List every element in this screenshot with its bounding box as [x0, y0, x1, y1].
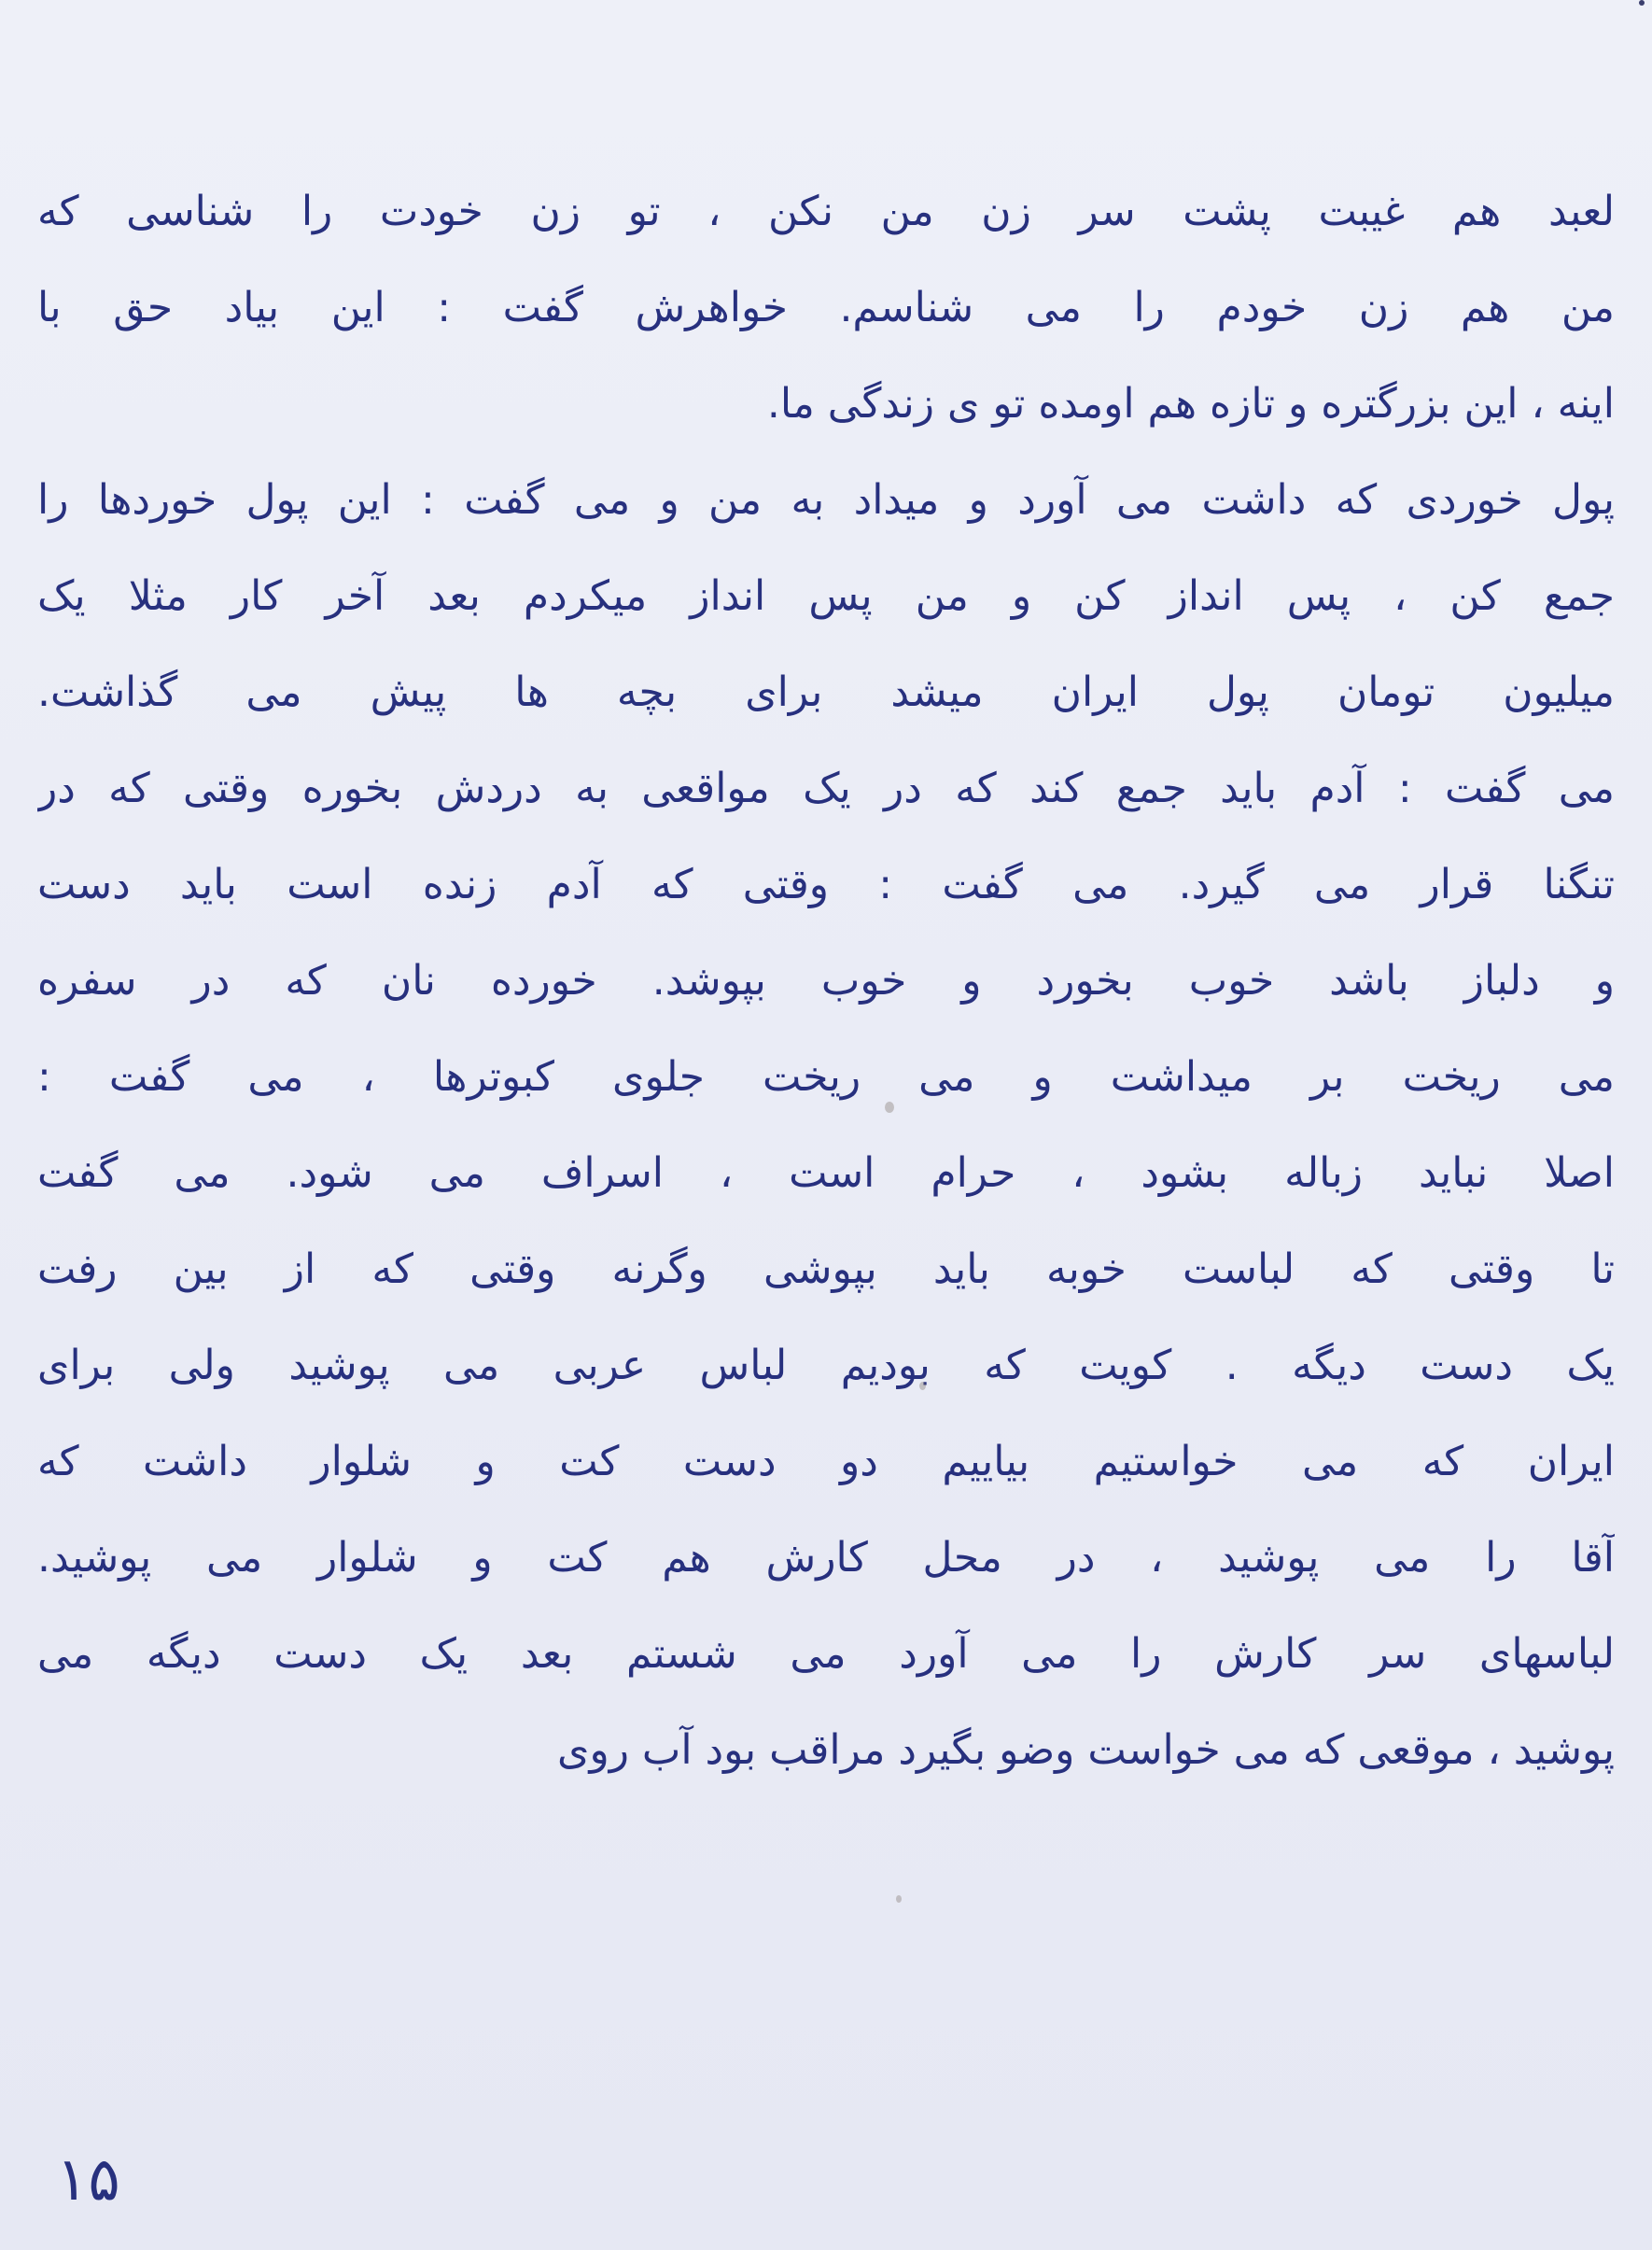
text-line: می ریخت بر میداشت و می ریخت جلوی کبوترها ، می گفت : [37, 1053, 1615, 1101]
text-line: پوشید ، موقعی که می خواست وضو بگیرد مراقب بود آب روی [557, 1726, 1615, 1774]
paper-smudge [919, 1382, 926, 1390]
text-line: ایران که می خواستیم بیاییم دو دست کت و شلوار داشت که [37, 1438, 1615, 1485]
text-line: پول خوردی که داشت می آورد و میداد به من و می گفت : این پول خوردها را [37, 476, 1615, 524]
text-line: اینه ، این بزرگتره و تازه هم اومده تو ی زندگی ما. [766, 380, 1615, 428]
paper-smudge [885, 1102, 894, 1113]
paper-smudge [896, 1895, 902, 1903]
text-line: می گفت : آدم باید جمع کند که در یک مواقعی به دردش بخوره وقتی که در [37, 765, 1615, 812]
text-line: تا وقتی که لباست خوبه باید بپوشی وگرنه وقتی که از بین رفت [37, 1245, 1615, 1293]
text-line: لعبد هم غیبت پشت سر زن من نکن ، تو زن خودت را شناسی که [37, 188, 1615, 235]
ink-dot [1639, 0, 1645, 6]
text-line: یک دست دیگه . کویت که بودیم لباس عربی می پوشید ولی برای [37, 1342, 1615, 1389]
text-line: و دلباز باشد خوب بخورد و خوب بپوشد. خورده نان که در سفره [37, 957, 1615, 1005]
text-line: آقا را می پوشید ، در محل کارش هم کت و شلوار می پوشید. [37, 1534, 1615, 1582]
page-number: ۱۵ [56, 2145, 120, 2215]
text-line: میلیون تومان پول ایران میشد برای بچه ها پیش می گذاشت. [37, 668, 1615, 716]
text-line: اصلا نباید زباله بشود ، حرام است ، اسراف می شود. می گفت [37, 1149, 1615, 1197]
text-line: تنگنا قرار می گیرد. می گفت : وقتی که آدم زنده است باید دست [37, 861, 1615, 908]
handwritten-text-block [37, 163, 1615, 1798]
text-line: لباسهای سر کارش را می آورد می شستم بعد یک دست دیگه می [37, 1630, 1615, 1678]
text-line: من هم زن خودم را می شناسم. خواهرش گفت : این بیاد حق با [37, 284, 1615, 331]
text-line: جمع کن ، پس انداز کن و من پس انداز میکردم بعد آخر کار مثلا یک [37, 572, 1615, 620]
